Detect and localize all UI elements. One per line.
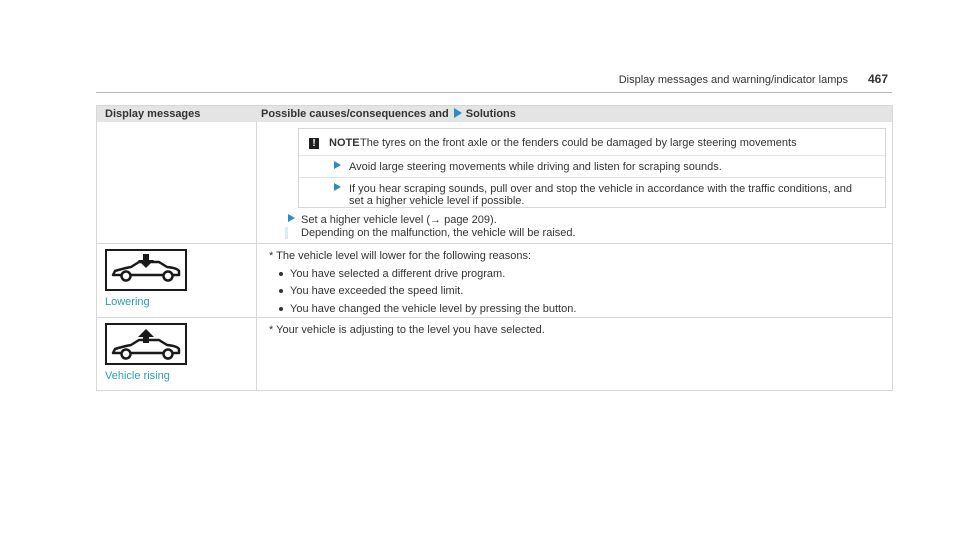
note-divider bbox=[299, 155, 885, 156]
lowering-reason: You have selected a different drive program. bbox=[290, 268, 506, 280]
note-step: Avoid large steering movements while driving and listen for scraping sounds. bbox=[349, 161, 722, 173]
row-divider bbox=[97, 243, 892, 244]
page-ref-arrow: → bbox=[430, 214, 442, 226]
vehicle-lowering-icon bbox=[105, 249, 187, 291]
note-box bbox=[298, 128, 886, 208]
col-header-causes-label: Possible causes/consequences and bbox=[261, 108, 449, 120]
col-header-solutions-label: Solutions bbox=[465, 108, 516, 120]
note-divider bbox=[299, 177, 885, 178]
solution-arrow-icon bbox=[454, 108, 462, 118]
solution-line-2: Depending on the malfunction, the vehicle will be raised. bbox=[301, 227, 576, 239]
warning-icon: ! bbox=[309, 138, 319, 149]
solution-line bbox=[301, 214, 497, 226]
rising-caption: Vehicle rising bbox=[105, 370, 170, 382]
vehicle-rising-icon bbox=[105, 323, 187, 365]
col-header-display-messages: Display messages bbox=[105, 108, 201, 120]
page-header bbox=[96, 70, 892, 93]
display-messages-table bbox=[96, 105, 893, 391]
bullet bbox=[279, 307, 283, 311]
note-label: NOTE bbox=[329, 137, 360, 149]
step-arrow-icon bbox=[334, 183, 341, 191]
page-reference-link[interactable]: page 209). bbox=[444, 214, 497, 226]
solution-line-pre: Set a higher vehicle level ( bbox=[301, 214, 431, 226]
note-text: The tyres on the front axle or the fenders could be damaged by large steering movements bbox=[360, 137, 797, 149]
header-title: Display messages and warning/indicator lamps bbox=[618, 74, 848, 86]
col-header-causes-solutions bbox=[261, 108, 516, 120]
solution-step-arrow-icon bbox=[288, 214, 295, 222]
row-divider bbox=[97, 317, 892, 318]
lowering-intro: * The vehicle level will lower for the following reasons: bbox=[269, 250, 532, 262]
lowering-caption: Lowering bbox=[105, 296, 150, 308]
page-number: 467 bbox=[867, 72, 888, 86]
step-accent-bar bbox=[285, 227, 288, 239]
lowering-reason: You have exceeded the speed limit. bbox=[290, 285, 464, 297]
table-header-row bbox=[97, 106, 892, 122]
lowering-reason: You have changed the vehicle level by pressing the button. bbox=[290, 303, 577, 315]
column-divider bbox=[256, 122, 257, 390]
rising-intro: * Your vehicle is adjusting to the level you have selected. bbox=[269, 324, 545, 336]
note-step-continuation: set a higher vehicle level if possible. bbox=[349, 195, 525, 207]
note-step: If you hear scraping sounds, pull over and stop the vehicle in accordance with the traffic conditions, and bbox=[349, 183, 853, 195]
bullet bbox=[279, 289, 283, 293]
bullet bbox=[279, 272, 283, 276]
step-arrow-icon bbox=[334, 161, 341, 169]
